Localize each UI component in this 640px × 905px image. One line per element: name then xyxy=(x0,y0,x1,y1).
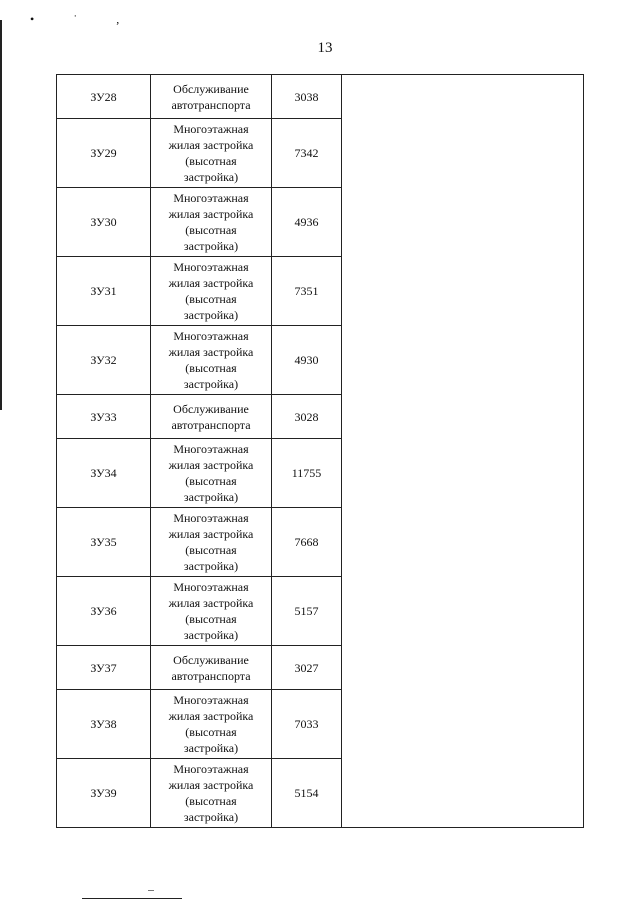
permitted-use-cell xyxy=(151,395,272,439)
permitted-use-cell xyxy=(151,188,272,257)
permitted-use-line: застройка) xyxy=(183,170,239,184)
permitted-use-line: Многоэтажная xyxy=(173,762,249,776)
permitted-use-line: жилая застройка xyxy=(168,778,254,792)
permitted-use-line: жилая застройка xyxy=(168,207,254,221)
permitted-use-line: застройка) xyxy=(183,559,239,573)
permitted-use-line: (высотная xyxy=(185,292,237,306)
permitted-use-line: Многоэтажная xyxy=(173,260,249,274)
area-cell: 3028 xyxy=(272,395,342,439)
permitted-use-line: Обслуживание xyxy=(173,652,249,667)
permitted-use-line: застройка) xyxy=(183,377,239,391)
permitted-use-line: жилая застройка xyxy=(168,458,254,472)
permitted-use-line: жилая застройка xyxy=(168,709,254,723)
permitted-use-line: (высотная xyxy=(185,794,237,808)
permitted-use-cell xyxy=(151,690,272,759)
permitted-use-cell xyxy=(151,75,272,119)
notes-cell xyxy=(342,75,584,828)
permitted-use-cell xyxy=(151,439,272,508)
permitted-use-line: застройка) xyxy=(183,810,239,824)
permitted-use-cell xyxy=(151,326,272,395)
land-plots-table xyxy=(56,74,584,828)
permitted-use-line: (высотная xyxy=(185,612,237,626)
area-cell: 4936 xyxy=(272,188,342,257)
plot-id-cell: ЗУ32 xyxy=(57,326,151,395)
permitted-use-line: автотранспорта xyxy=(171,97,251,112)
scan-mark xyxy=(148,890,154,891)
permitted-use-line: застройка) xyxy=(183,628,239,642)
plot-id-cell: ЗУ38 xyxy=(57,690,151,759)
area-cell: 3038 xyxy=(272,75,342,119)
permitted-use-line: застройка) xyxy=(183,239,239,253)
area-cell: 7342 xyxy=(272,119,342,188)
permitted-use-line: Многоэтажная xyxy=(173,191,249,205)
permitted-use-cell xyxy=(151,577,272,646)
area-cell: 3027 xyxy=(272,646,342,690)
permitted-use-cell xyxy=(151,759,272,828)
area-cell: 5154 xyxy=(272,759,342,828)
permitted-use-line: (высотная xyxy=(185,543,237,557)
scan-specks: • ˙ , xyxy=(30,12,138,26)
permitted-use-line: Многоэтажная xyxy=(173,122,249,136)
permitted-use-line: (высотная xyxy=(185,223,237,237)
area-cell: 11755 xyxy=(272,439,342,508)
permitted-use-line: Многоэтажная xyxy=(173,580,249,594)
permitted-use-line: Многоэтажная xyxy=(173,329,249,343)
plot-id-cell: ЗУ29 xyxy=(57,119,151,188)
permitted-use-cell xyxy=(151,508,272,577)
plot-id-cell: ЗУ36 xyxy=(57,577,151,646)
plot-id-cell: ЗУ31 xyxy=(57,257,151,326)
table-body xyxy=(57,75,584,828)
permitted-use-line: Многоэтажная xyxy=(173,693,249,707)
area-cell: 7351 xyxy=(272,257,342,326)
permitted-use-line: Многоэтажная xyxy=(173,511,249,525)
plot-id-cell: ЗУ28 xyxy=(57,75,151,119)
permitted-use-line: жилая застройка xyxy=(168,138,254,152)
area-cell: 5157 xyxy=(272,577,342,646)
area-cell: 7033 xyxy=(272,690,342,759)
scan-margin-line xyxy=(0,20,2,410)
plot-id-cell: ЗУ37 xyxy=(57,646,151,690)
permitted-use-line: жилая застройка xyxy=(168,276,254,290)
permitted-use-cell xyxy=(151,646,272,690)
permitted-use-line: (высотная xyxy=(185,154,237,168)
plot-id-cell: ЗУ39 xyxy=(57,759,151,828)
permitted-use-line: застройка) xyxy=(183,308,239,322)
area-cell: 4930 xyxy=(272,326,342,395)
area-cell: 7668 xyxy=(272,508,342,577)
permitted-use-line: застройка) xyxy=(183,490,239,504)
plot-id-cell: ЗУ33 xyxy=(57,395,151,439)
permitted-use-line: (высотная xyxy=(185,474,237,488)
permitted-use-line: жилая застройка xyxy=(168,345,254,359)
permitted-use-line: жилая застройка xyxy=(168,596,254,610)
permitted-use-line: (высотная xyxy=(185,361,237,375)
permitted-use-line: Обслуживание xyxy=(173,81,249,96)
plot-id-cell: ЗУ30 xyxy=(57,188,151,257)
permitted-use-line: Обслуживание xyxy=(173,401,249,416)
permitted-use-line: автотранспорта xyxy=(171,668,251,683)
footnote-rule xyxy=(82,898,182,899)
permitted-use-cell xyxy=(151,119,272,188)
page-number: 13 xyxy=(317,40,333,56)
permitted-use-line: Многоэтажная xyxy=(173,442,249,456)
permitted-use-cell xyxy=(151,257,272,326)
permitted-use-line: (высотная xyxy=(185,725,237,739)
plot-id-cell: ЗУ34 xyxy=(57,439,151,508)
plot-id-cell: ЗУ35 xyxy=(57,508,151,577)
permitted-use-line: автотранспорта xyxy=(171,417,251,432)
permitted-use-line: застройка) xyxy=(183,741,239,755)
permitted-use-line: жилая застройка xyxy=(168,527,254,541)
table-row xyxy=(57,75,584,119)
